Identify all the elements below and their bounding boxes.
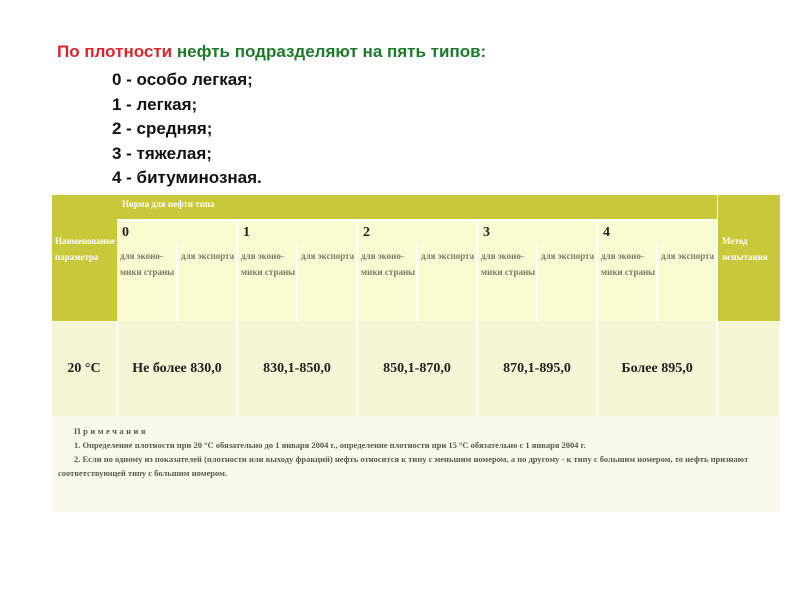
density-value-type-0: Не более 830,0 xyxy=(117,321,237,416)
type-number-3: 3 xyxy=(477,220,597,245)
density-value-type-1: 830,1-850,0 xyxy=(237,321,357,416)
oil-type-item: 0 - особо легкая; xyxy=(112,70,253,89)
type-number-0: 0 xyxy=(117,220,237,245)
subheader-export: для экспорта xyxy=(177,245,237,321)
heading-red-part: По плотности xyxy=(57,42,173,61)
norm-header: Норма для нефти типа xyxy=(117,195,717,220)
type-number-4: 4 xyxy=(597,220,717,245)
subheader-domestic: для эконо-мики страны xyxy=(237,245,297,321)
row-param-label: 20 °С xyxy=(52,321,117,416)
subheader-domestic: для эконо-мики страны xyxy=(117,245,177,321)
subheader-export: для экспорта xyxy=(537,245,597,321)
method-header: Метод испытания xyxy=(717,195,780,321)
oil-type-item: 4 - битуминозная. xyxy=(112,168,262,187)
subheader-domestic: для эконо-мики страны xyxy=(597,245,657,321)
oil-type-item: 3 - тяжелая; xyxy=(112,143,212,163)
type-number-2: 2 xyxy=(357,220,477,245)
oil-type-item: 2 - средняя; xyxy=(112,119,213,138)
oil-types-list xyxy=(112,68,262,191)
subheader-domestic: для эконо-мики страны xyxy=(477,245,537,321)
subheader-export: для экспорта xyxy=(657,245,717,321)
param-header: Наименование параметра xyxy=(52,195,117,321)
notes-title: Примечания xyxy=(74,426,149,436)
subheader-export: для экспорта xyxy=(417,245,477,321)
oil-type-item: 1 - легкая; xyxy=(112,94,198,114)
density-table xyxy=(52,195,781,512)
notes-cell xyxy=(52,416,780,512)
note-item: 2. Если по одному из показателей (плотности или выходу фракций) нефть относится к типу с меньшим номером, а по другому - к типу с большим номером, то нефть признают соответствующей типу с большим номером. xyxy=(58,454,749,478)
density-value-type-2: 850,1-870,0 xyxy=(357,321,477,416)
type-number-1: 1 xyxy=(237,220,357,245)
slide-heading xyxy=(57,42,486,62)
method-value-empty xyxy=(717,321,780,416)
subheader-domestic: для эконо-мики страны xyxy=(357,245,417,321)
subheader-export: для экспорта xyxy=(297,245,357,321)
heading-green-part: нефть подразделяют на пять типов: xyxy=(172,42,487,61)
density-value-type-4: Более 895,0 xyxy=(597,321,717,416)
density-value-type-3: 870,1-895,0 xyxy=(477,321,597,416)
note-item: 1. Определение плотности при 20 °С обязательно до 1 января 2004 г., определение плотности при 15 °С обязательно с 1 января 2004 г. xyxy=(74,440,586,450)
